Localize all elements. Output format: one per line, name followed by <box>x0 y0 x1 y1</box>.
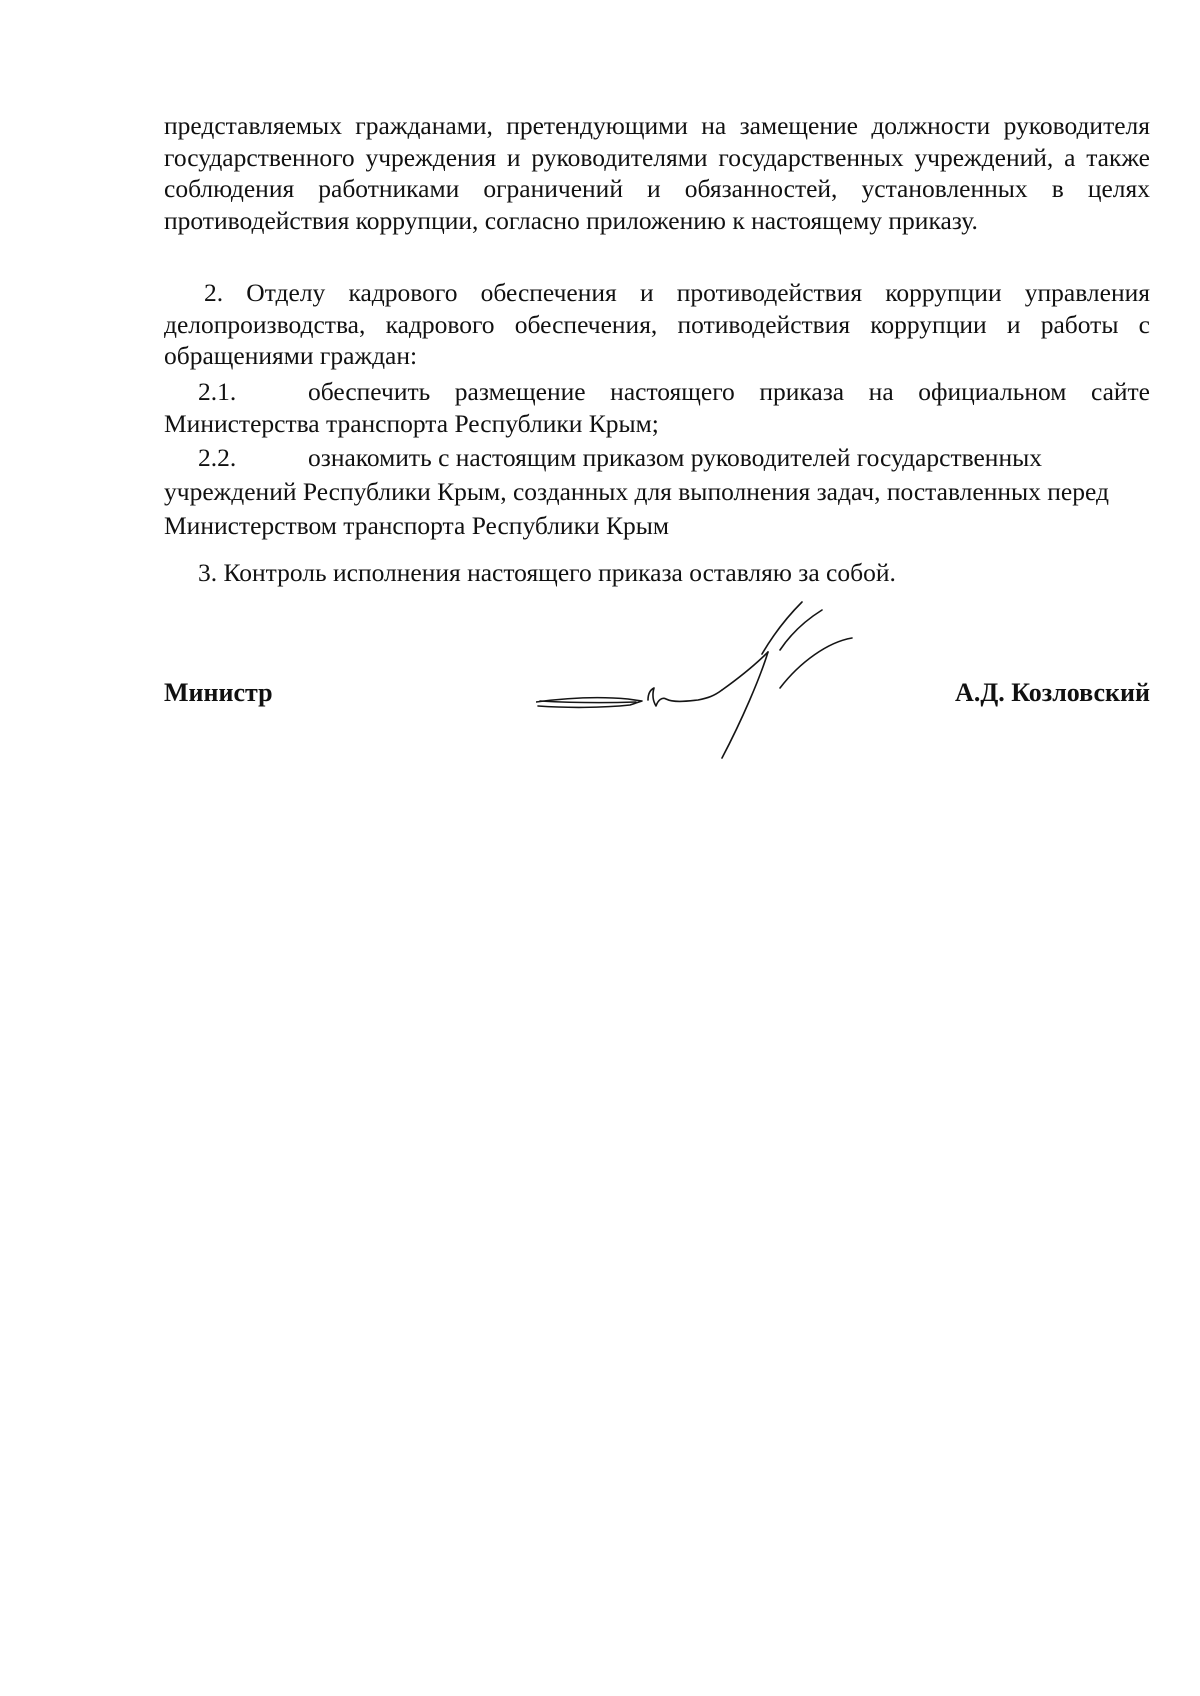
item-2-2 <box>164 441 1150 543</box>
signatory-title: Министр <box>164 678 273 707</box>
item-2-1 <box>164 376 1150 439</box>
item-3-paragraph: 3. Контроль исполнения настоящего приказа оставляю за собой. <box>198 558 896 587</box>
handwritten-signature <box>536 600 896 760</box>
signatory-name: А.Д. Козловский <box>955 678 1150 707</box>
item-2-paragraph: 2. Отделу кадрового обеспечения и противодействия коррупции управления делопроизводства, кадрового обеспечения, потиводействия коррупции и работы с обращениями граждан: <box>164 278 1150 370</box>
signature-block <box>164 670 1150 760</box>
item-2-2-number: 2.2. <box>198 443 237 472</box>
item-2-2-text: ознакомить с настоящим приказом руководителей государственных учреждений Республики Крым, созданных для выполнения задач, поставленных перед Министерством транспорта Республики Крым <box>164 443 1109 540</box>
item-2-1-number: 2.1. <box>198 377 237 406</box>
item-2-1-text: обеспечить размещение настоящего приказа на официальном сайте Министерства транспорта Республики Крым; <box>164 377 1150 438</box>
continuation-paragraph: представляемых гражданами, претендующими на замещение должности руководителя государственного учреждения и руководителями государственных учреждений, а также соблюдения работниками ограничений и обязанностей, установленных в целях противодействия коррупции, согласно приложению к настоящему приказу. <box>164 111 1150 235</box>
